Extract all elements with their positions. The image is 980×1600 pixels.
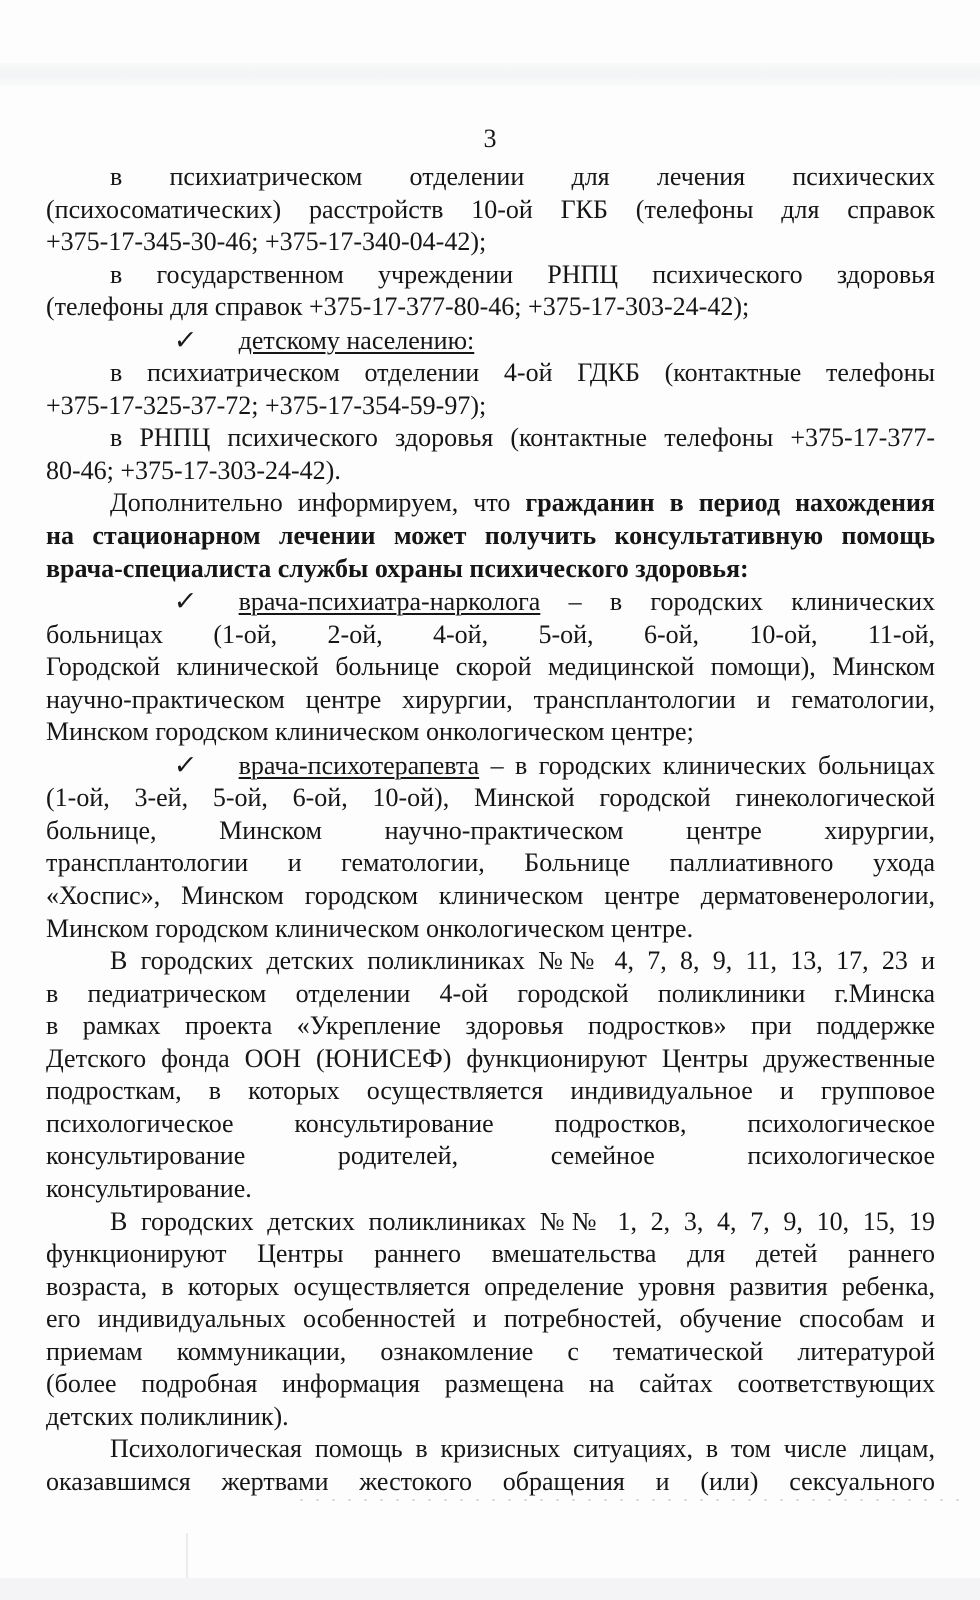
body-text: Дополнительно информируем, что bbox=[110, 488, 526, 518]
paragraph bbox=[46, 324, 935, 358]
paragraph bbox=[46, 749, 935, 945]
text-line bbox=[46, 782, 935, 815]
body-text: 80-46; +375-17-303-24-42). bbox=[46, 455, 341, 485]
text-line bbox=[46, 291, 935, 324]
body-text: в РНПЦ психического здоровья (контактные телефоны +375-17-377- bbox=[110, 423, 935, 453]
body-text: в психиатрическом отделении 4-ой ГДКБ (контактные телефоны bbox=[110, 358, 935, 388]
checkmark-icon: ✓ bbox=[172, 749, 199, 780]
text-line bbox=[46, 1108, 935, 1141]
body-text: Минском городском клиническом онкологическом центре; bbox=[46, 717, 694, 747]
body-text: трансплантологии и гематологии, Больнице паллиативного ухода bbox=[46, 848, 935, 878]
text-line bbox=[46, 1010, 935, 1043]
text-line bbox=[46, 945, 935, 978]
text-line bbox=[46, 422, 935, 455]
body-text: приемам коммуникации, ознакомление с тематической литературой bbox=[46, 1336, 935, 1366]
text-line bbox=[46, 1238, 935, 1271]
body-text: (психосоматических) расстройств 10-ой ГКБ (телефоны для справок bbox=[46, 194, 935, 224]
text-line bbox=[46, 913, 935, 946]
body-text: его индивидуальных особенностей и потребностей, обучение способам и bbox=[46, 1304, 935, 1334]
body-text: функционируют Центры раннего вмешательства для детей раннего bbox=[46, 1239, 935, 1269]
text-line bbox=[46, 1368, 935, 1401]
body-text: оказавшимся жертвами жестокого обращения и (или) сексуального bbox=[46, 1466, 935, 1496]
text-line bbox=[46, 1271, 935, 1304]
text-line bbox=[46, 357, 935, 390]
text-line bbox=[46, 1303, 935, 1336]
text-line bbox=[46, 847, 935, 880]
body-text: (телефоны для справок +375-17-377-80-46; +375-17-303-24-42); bbox=[46, 292, 750, 322]
text-line bbox=[46, 619, 935, 652]
scan-artifact-speckles bbox=[300, 1499, 972, 1501]
body-text: В городских детских поликлиниках №№ 4, 7, 8, 9, 11, 13, 17, 23 и bbox=[110, 946, 935, 976]
scan-artifact-vertical-line bbox=[186, 1533, 188, 1579]
scan-artifact-bottom-band bbox=[0, 1578, 980, 1600]
text-line bbox=[46, 1075, 935, 1108]
body-text: +375-17-345-30-46; +375-17-340-04-42); bbox=[46, 227, 487, 257]
body-text: Детского фонда ООН (ЮНИСЕФ) функционируют Центры дружественные bbox=[46, 1043, 935, 1073]
body-text: больнице, Минском научно-практическом центре хирургии, bbox=[46, 815, 935, 845]
body-text: психологическое консультирование подростков, психологическое bbox=[46, 1108, 935, 1138]
body-text: в психиатрическом отделении для лечения психических bbox=[110, 162, 935, 191]
body-text: консультирование. bbox=[46, 1173, 252, 1203]
paragraph bbox=[46, 259, 935, 324]
body-text: возраста, в которых осуществляется определение уровня развития ребенка, bbox=[46, 1271, 935, 1301]
scan-artifact-top-band bbox=[0, 63, 980, 86]
text-line bbox=[46, 553, 935, 586]
text-line bbox=[46, 259, 935, 292]
text-line bbox=[46, 749, 935, 783]
checkmark-icon: ✓ bbox=[172, 324, 199, 355]
body-text: подросткам, в которых осуществляется индивидуальное и групповое bbox=[46, 1076, 935, 1106]
checkmark-icon: ✓ bbox=[172, 586, 199, 617]
paragraph bbox=[46, 357, 935, 422]
bold-text: на стационарном лечении может получить консультативную помощь bbox=[46, 521, 935, 551]
text-line bbox=[46, 324, 935, 358]
body-text: в государственном учреждении РНПЦ психического здоровья bbox=[110, 259, 935, 289]
text-line bbox=[46, 716, 935, 749]
body-text: Психологическая помощь в кризисных ситуациях, в том числе лицам, bbox=[110, 1434, 935, 1464]
text-line bbox=[46, 978, 935, 1011]
text-line bbox=[46, 226, 935, 259]
body-text: «Хоспис», Минском городском клиническом центре дерматовенерологии, bbox=[46, 881, 935, 911]
paragraph bbox=[46, 1206, 935, 1434]
text-line bbox=[46, 161, 935, 194]
body-text: (более подробная информация размещена на сайтах соответствующих bbox=[46, 1369, 935, 1399]
text-line bbox=[46, 1401, 935, 1434]
underlined-term: врача-психиатра-нарколога bbox=[238, 587, 541, 617]
text-line bbox=[46, 880, 935, 913]
paragraph bbox=[46, 945, 935, 1205]
document-body bbox=[46, 161, 935, 1498]
body-text: консультирование родителей, семейное психологическое bbox=[46, 1141, 935, 1171]
body-text: В городских детских поликлиниках №№ 1, 2, 3, 4, 7, 9, 10, 15, 19 bbox=[110, 1206, 935, 1236]
text-line bbox=[46, 1336, 935, 1369]
body-text: – в городских клинических больницах bbox=[479, 750, 935, 780]
text-line bbox=[46, 651, 935, 684]
text-line bbox=[46, 390, 935, 423]
paragraph bbox=[46, 585, 935, 749]
text-line bbox=[46, 815, 935, 848]
text-line bbox=[46, 1043, 935, 1076]
body-text: больницах (1-ой, 2-ой, 4-ой, 5-ой, 6-ой, 10-ой, 11-ой, bbox=[46, 619, 935, 649]
body-text: (1-ой, 3-ей, 5-ой, 6-ой, 10-ой), Минской городской гинекологической bbox=[46, 783, 935, 813]
paragraph bbox=[46, 422, 935, 487]
bold-text: гражданин в период нахождения bbox=[525, 488, 935, 518]
body-text: +375-17-325-37-72; +375-17-354-59-97); bbox=[46, 390, 487, 420]
paragraph bbox=[46, 161, 935, 259]
text-line bbox=[46, 1140, 935, 1173]
text-line bbox=[46, 487, 935, 520]
text-line bbox=[46, 1173, 935, 1206]
underlined-term: детскому населению: bbox=[238, 325, 475, 355]
paragraph bbox=[46, 487, 935, 585]
paragraph bbox=[46, 1433, 935, 1498]
underlined-term: врача-психотерапевта bbox=[238, 750, 480, 780]
text-line bbox=[46, 1433, 935, 1466]
text-line bbox=[46, 520, 935, 553]
text-line bbox=[46, 585, 935, 619]
body-text: Городской клинической больнице скорой медицинской помощи), Минском bbox=[46, 652, 935, 682]
body-text: в рамках проекта «Укрепление здоровья подростков» при поддержке bbox=[46, 1011, 935, 1041]
text-line bbox=[46, 1206, 935, 1239]
bold-text: врача-специалиста службы охраны психического здоровья: bbox=[46, 553, 749, 583]
page-number: 3 bbox=[483, 124, 497, 153]
body-text: детских поликлиник). bbox=[46, 1401, 289, 1431]
text-line bbox=[46, 455, 935, 488]
body-text: Минском городском клиническом онкологическом центре. bbox=[46, 913, 694, 943]
text-line bbox=[46, 684, 935, 717]
text-line bbox=[46, 1466, 935, 1499]
body-text: в педиатрическом отделении 4-ой городской поликлиники г.Минска bbox=[46, 978, 935, 1008]
body-text: научно-практическом центре хирургии, трансплантологии и гематологии, bbox=[46, 684, 935, 714]
text-line bbox=[46, 194, 935, 227]
body-text: – в городских клинических bbox=[540, 587, 935, 617]
